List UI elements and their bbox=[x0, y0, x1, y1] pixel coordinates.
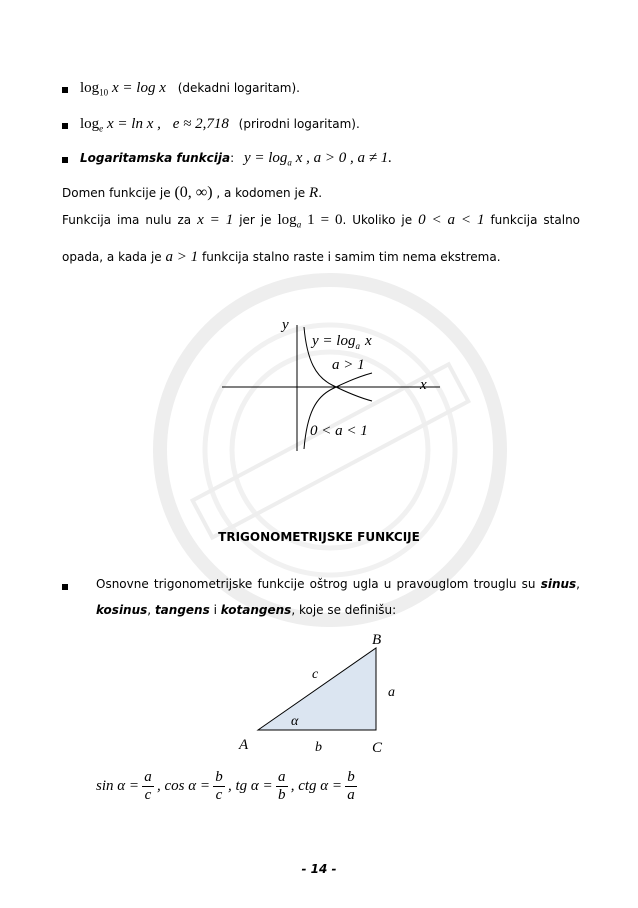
codomain-symbol: R bbox=[309, 185, 319, 201]
formula-part: y = log bbox=[243, 150, 288, 166]
text: funkcija stalno bbox=[490, 213, 581, 227]
math: 1 = 0 bbox=[307, 212, 343, 228]
euler-value: e ≈ 2,718 bbox=[172, 116, 229, 132]
text: i bbox=[213, 603, 217, 617]
term-tangens: tangens bbox=[154, 603, 210, 617]
right-triangle-diagram bbox=[225, 630, 415, 760]
label-a-gt-1: a > 1 bbox=[332, 357, 365, 373]
vertex-B: B bbox=[372, 632, 382, 648]
math: log bbox=[277, 212, 297, 228]
cos-label: , cos α = bbox=[157, 777, 211, 794]
text: opada, a kada je bbox=[62, 250, 162, 264]
log-function-label: Logaritamska funkcija bbox=[80, 151, 231, 165]
term-kotangens: kotangens bbox=[220, 603, 292, 617]
text: jer je bbox=[239, 213, 272, 227]
text: , a kodomen je bbox=[216, 186, 306, 200]
side-b-label: b bbox=[315, 740, 322, 755]
trig-intro-line-1 bbox=[96, 577, 580, 591]
math: 0 < a < 1 bbox=[418, 212, 485, 228]
fraction-tg bbox=[276, 769, 288, 804]
formula: x = log x bbox=[112, 80, 166, 96]
tg-label: , tg α = bbox=[228, 777, 273, 794]
numerator: a bbox=[144, 768, 152, 785]
note-dekadni: (dekadni logaritam). bbox=[177, 81, 300, 95]
bullet-marker bbox=[62, 157, 68, 163]
note-prirodni: (prirodni logaritam). bbox=[238, 117, 360, 131]
log-symbol: log bbox=[80, 116, 100, 132]
formula: x = ln x , bbox=[107, 116, 161, 132]
paragraph-line-2 bbox=[62, 249, 501, 266]
bullet-marker bbox=[62, 87, 68, 93]
domain-sentence bbox=[62, 184, 322, 202]
fraction-sin bbox=[142, 769, 154, 804]
side-c-label: c bbox=[312, 667, 319, 682]
section-heading: TRIGONOMETRIJSKE FUNKCIJE bbox=[218, 530, 420, 544]
log-symbol: log bbox=[80, 80, 100, 96]
numerator: b bbox=[347, 768, 355, 785]
sin-label: sin α = bbox=[96, 777, 140, 794]
text: , bbox=[147, 603, 152, 617]
text: funkcija stalno raste i samim tim nema ekstrema. bbox=[201, 250, 501, 264]
vertex-C: C bbox=[372, 740, 383, 756]
bullet-marker bbox=[62, 584, 68, 590]
bullet-prirodni bbox=[80, 116, 360, 133]
text: . bbox=[318, 186, 323, 200]
text: Funkcija ima nulu za bbox=[62, 213, 192, 227]
text: , bbox=[576, 577, 580, 591]
text: Domen funkcije je bbox=[62, 186, 171, 200]
denominator: c bbox=[142, 786, 154, 804]
bullet-marker bbox=[62, 123, 68, 129]
numerator: b bbox=[215, 768, 223, 785]
trig-formulas bbox=[96, 764, 360, 808]
domain-interval: (0, ∞) bbox=[174, 184, 213, 201]
y-axis-label: y bbox=[282, 317, 289, 333]
log-function-graph bbox=[212, 305, 462, 455]
side-a-label: a bbox=[388, 685, 395, 700]
term-kosinus: kosinus bbox=[96, 603, 148, 617]
denominator: b bbox=[276, 786, 288, 804]
math: a > 1 bbox=[165, 249, 199, 265]
function-label: $y = \log_a x$ bbox=[312, 333, 372, 351]
colon: : bbox=[230, 151, 235, 165]
x-axis-label: x bbox=[420, 377, 427, 393]
log-base: a bbox=[287, 157, 292, 168]
bullet-log-function bbox=[80, 150, 392, 167]
paragraph-line-1 bbox=[62, 212, 580, 229]
fraction-ctg bbox=[345, 769, 357, 804]
numerator: a bbox=[277, 768, 286, 785]
term-sinus: sinus bbox=[540, 577, 577, 591]
log-base: a bbox=[296, 219, 302, 230]
ctg-label: , ctg α = bbox=[290, 777, 343, 794]
bullet-dekadni bbox=[80, 80, 300, 97]
text: , koje se definišu: bbox=[291, 603, 397, 617]
formula-part: x , a > 0 , a ≠ 1. bbox=[295, 150, 392, 166]
denominator: a bbox=[345, 786, 357, 804]
label-a-between: 0 < a < 1 bbox=[310, 423, 368, 439]
fraction-cos bbox=[213, 769, 225, 804]
text: Osnovne trigonometrijske funkcije oštrog ugla u pravouglom trouglu su bbox=[96, 577, 536, 591]
page-number: - 14 - bbox=[301, 862, 337, 876]
log-base: 10 bbox=[99, 87, 109, 98]
math: x = 1 bbox=[197, 212, 234, 228]
text: . Ukoliko je bbox=[342, 213, 413, 227]
angle-alpha-label: α bbox=[291, 714, 299, 729]
vertex-A: A bbox=[239, 737, 249, 753]
triangle-shape bbox=[258, 648, 376, 730]
log-base: e bbox=[99, 123, 104, 134]
trig-intro-line-2 bbox=[96, 603, 396, 617]
denominator: c bbox=[213, 786, 225, 804]
